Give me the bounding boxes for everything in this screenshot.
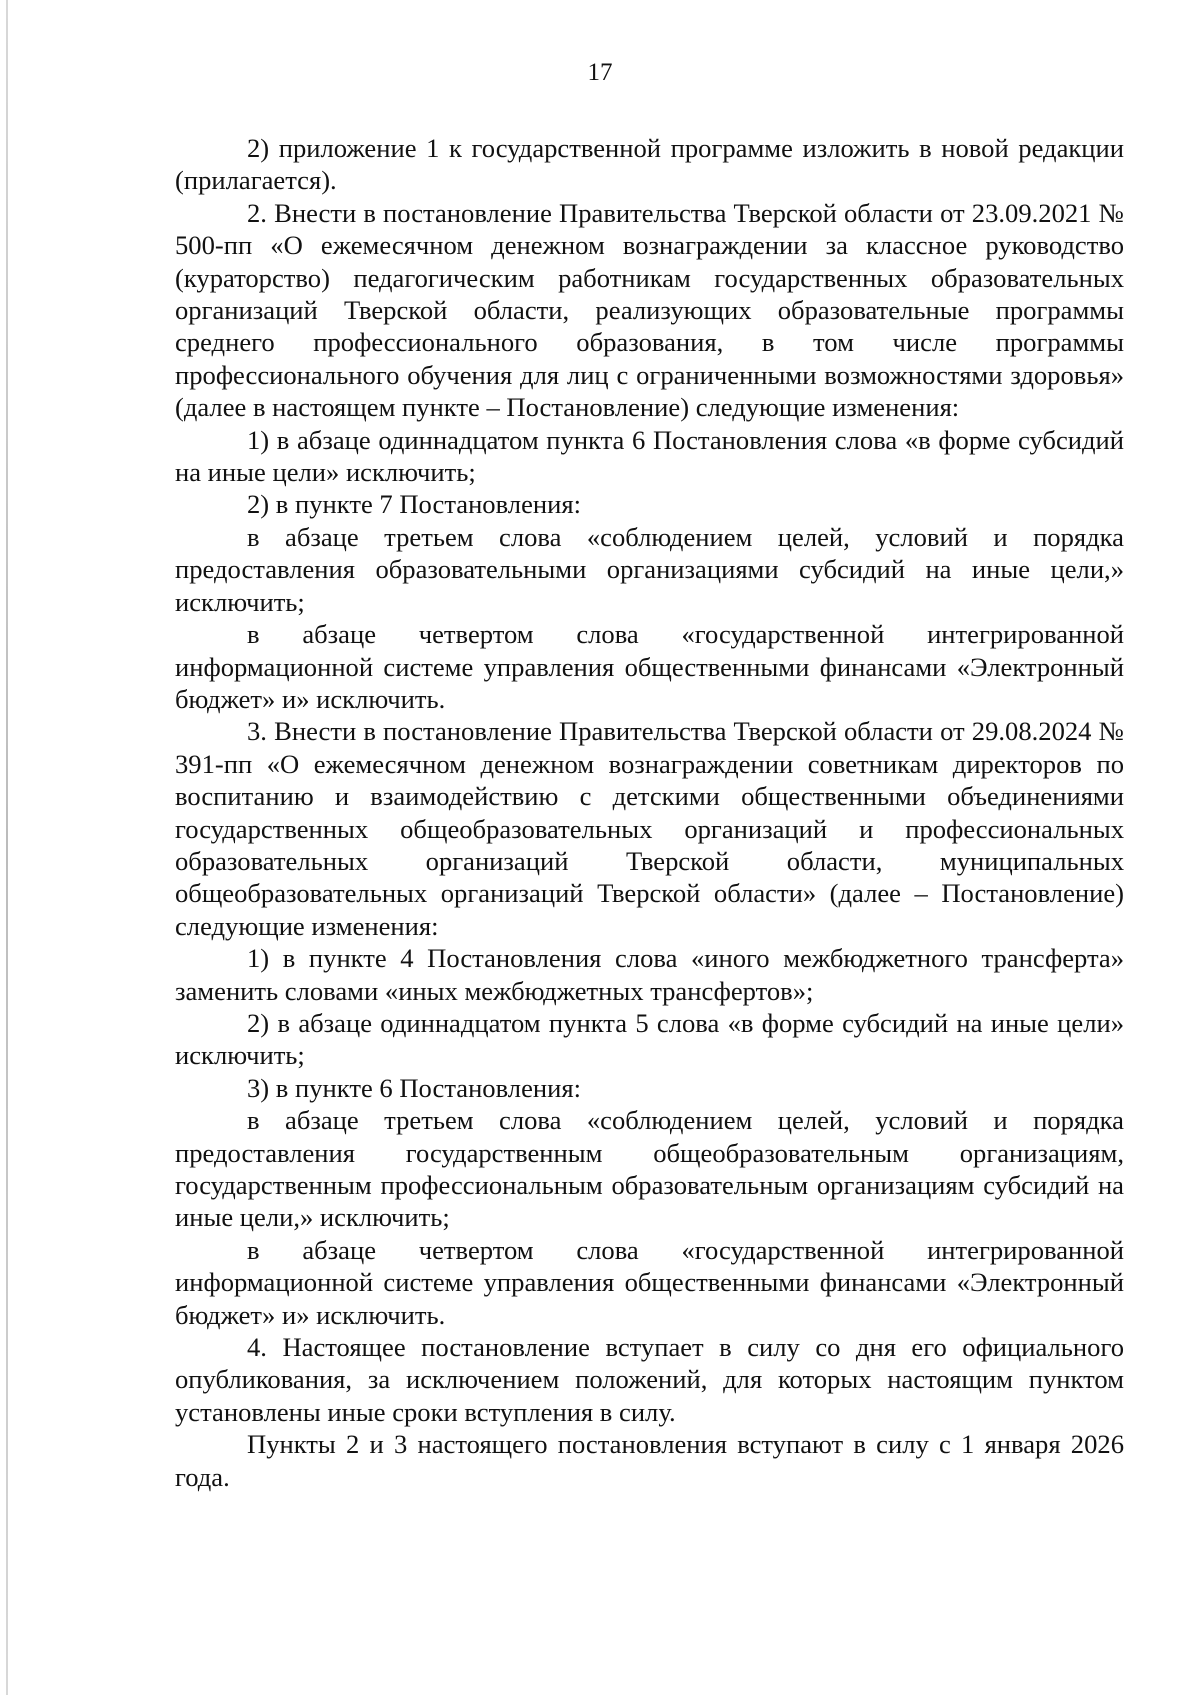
paragraph-section-3: 3. Внести в постановление Правительства Тверской области от 29.08.2024 № 391-пп «О ежемесячном денежном вознаграждении советникам директоров по воспитанию и взаимодействию с детскими общественными объединениями государственных общеобразовательных организаций и профессиональных образовательных организаций Тверской области, муниципальных общеобразовательных организаций Тверской области» (далее – Постановление) следующие изменения: [175, 716, 1124, 941]
paragraph-section-3-item-2: 2) в абзаце одиннадцатом пункта 5 слова «в форме субсидий на иные цели» исключить; [175, 1007, 1124, 1071]
paragraph-section-2: 2. Внести в постановление Правительства Тверской области от 23.09.2021 № 500-пп «О ежемесячном денежном вознаграждении за классное руководство (кураторство) педагогическим работникам государственных образовательных организаций Тверской области, реализующих образовательные программы среднего профессионального образования, в том числе программы профессионального обучения для лиц с ограниченными возможностями здоровья» (далее в настоящем пункте – Постановление) следующие изменения: [175, 197, 1124, 423]
paragraph-section-3-item-1: 1) в пункте 4 Постановления слова «иного межбюджетного трансферта» заменить словами «иных межбюджетных трансфертов»; [175, 943, 1124, 1006]
page-number: 17 [587, 59, 613, 86]
paragraph-section-3-item-3-abzac-3: в абзаце третьем слова «соблюдением целей, условий и порядка предоставления государственным общеобразовательным организациям, государственным профессиональным образовательным организациям субсидий на иные цели,» исключить; [175, 1105, 1124, 1233]
paragraph-section-3-item-3-abzac-4: в абзаце четвертом слова «государственной интегрированной информационной системе управления общественными финансами «Электронный бюджет» и» исключить. [175, 1234, 1124, 1330]
document-body [175, 132, 1124, 1493]
paragraph-section-4: 4. Настоящее постановление вступает в силу со дня его официального опубликования, за исключением положений, для которых настоящим пунктом установлены иные сроки вступления в силу. [175, 1332, 1124, 1427]
paragraph-section-2-item-1: 1) в абзаце одиннадцатом пункта 6 Постановления слова «в форме субсидий на иные цели» исключить; [175, 424, 1124, 488]
paragraph-section-2-item-2: 2) в пункте 7 Постановления: [247, 489, 581, 520]
scan-edge-line [6, 0, 8, 1695]
paragraph-effective-date: Пункты 2 и 3 настоящего постановления вступают в силу с 1 января 2026 года. [175, 1429, 1124, 1492]
paragraph-section-2-item-2-abzac-3: в абзаце третьем слова «соблюдением целей, условий и порядка предоставления образовательными организациями субсидий на иные цели,» исключить; [175, 521, 1124, 617]
paragraph-item-1-2: 2) приложение 1 к государственной программе изложить в новой редакции (прилагается). [175, 133, 1124, 196]
paragraph-section-2-item-2-abzac-4: в абзаце четвертом слова «государственной интегрированной информационной системе управления общественными финансами «Электронный бюджет» и» исключить. [175, 619, 1124, 714]
paragraph-section-3-item-3: 3) в пункте 6 Постановления: [247, 1072, 581, 1103]
